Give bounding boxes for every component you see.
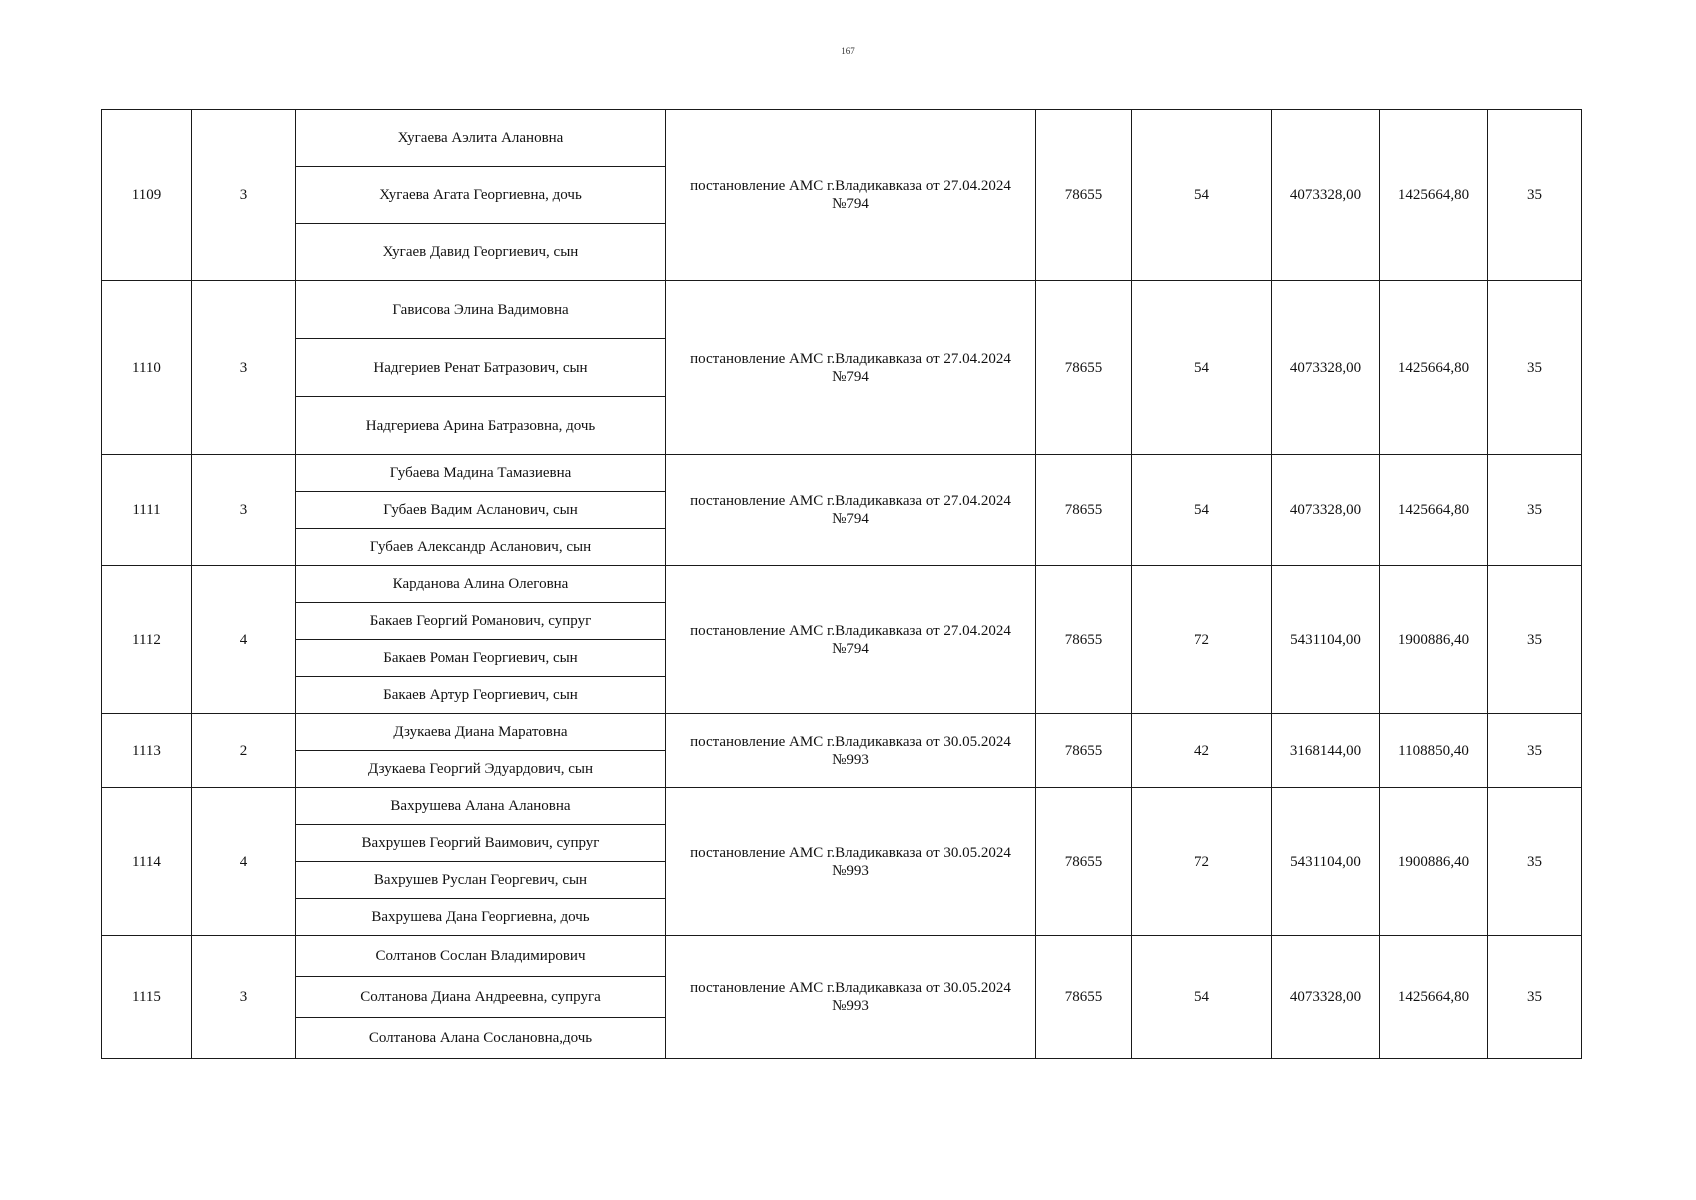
decree: постановление АМС г.Владикавказа от 30.05.2024 №993 — [666, 714, 1036, 788]
record-id: 1111 — [102, 455, 192, 566]
record-id: 1113 — [102, 714, 192, 788]
total-amount: 4073328,00 — [1272, 110, 1380, 281]
decree: постановление АМС г.Владикавказа от 30.05.2024 №993 — [666, 936, 1036, 1059]
area: 54 — [1132, 936, 1272, 1059]
family-member: Вахрушева Дана Георгиевна, дочь — [296, 899, 666, 936]
family-member: Хугаева Агата Георгиевна, дочь — [296, 167, 666, 224]
area: 54 — [1132, 281, 1272, 455]
family-member: Дзукаева Георгий Эдуардович, сын — [296, 751, 666, 788]
decree: постановление АМС г.Владикавказа от 27.04.2024 №794 — [666, 455, 1036, 566]
record-id: 1115 — [102, 936, 192, 1059]
page-number: 167 — [841, 46, 855, 56]
family-size: 4 — [192, 788, 296, 936]
family-size: 3 — [192, 110, 296, 281]
percent: 35 — [1488, 936, 1582, 1059]
family-member: Солтанова Диана Андреевна, супруга — [296, 977, 666, 1018]
family-member: Карданова Алина Олеговна — [296, 566, 666, 603]
family-member: Надгериева Арина Батразовна, дочь — [296, 397, 666, 455]
rate: 78655 — [1036, 455, 1132, 566]
family-member: Вахрушев Руслан Георгевич, сын — [296, 862, 666, 899]
family-member: Вахрушева Алана Алановна — [296, 788, 666, 825]
record-id: 1110 — [102, 281, 192, 455]
total-amount: 5431104,00 — [1272, 566, 1380, 714]
area: 54 — [1132, 455, 1272, 566]
record-id: 1114 — [102, 788, 192, 936]
percent: 35 — [1488, 788, 1582, 936]
family-member: Надгериев Ренат Батразович, сын — [296, 339, 666, 397]
decree: постановление АМС г.Владикавказа от 30.05.2024 №993 — [666, 788, 1036, 936]
family-size: 3 — [192, 455, 296, 566]
family-member: Хугаева Аэлита Алановна — [296, 110, 666, 167]
family-member: Солтанов Сослан Владимирович — [296, 936, 666, 977]
rate: 78655 — [1036, 281, 1132, 455]
record-id: 1112 — [102, 566, 192, 714]
family-member: Губаев Вадим Асланович, сын — [296, 492, 666, 529]
table-row — [102, 566, 1582, 603]
rate: 78655 — [1036, 788, 1132, 936]
family-member: Бакаев Роман Георгиевич, сын — [296, 640, 666, 677]
family-member: Бакаев Артур Георгиевич, сын — [296, 677, 666, 714]
subsidy-amount: 1900886,40 — [1380, 566, 1488, 714]
rate: 78655 — [1036, 110, 1132, 281]
family-member: Дзукаева Диана Маратовна — [296, 714, 666, 751]
table-row — [102, 455, 1582, 492]
area: 72 — [1132, 566, 1272, 714]
family-member: Бакаев Георгий Романович, супруг — [296, 603, 666, 640]
decree: постановление АМС г.Владикавказа от 27.04.2024 №794 — [666, 281, 1036, 455]
family-size: 4 — [192, 566, 296, 714]
percent: 35 — [1488, 110, 1582, 281]
rate: 78655 — [1036, 566, 1132, 714]
decree: постановление АМС г.Владикавказа от 27.04.2024 №794 — [666, 566, 1036, 714]
subsidy-amount: 1425664,80 — [1380, 281, 1488, 455]
total-amount: 4073328,00 — [1272, 281, 1380, 455]
family-member: Вахрушев Георгий Ваимович, супруг — [296, 825, 666, 862]
total-amount: 4073328,00 — [1272, 455, 1380, 566]
decree: постановление АМС г.Владикавказа от 27.04.2024 №794 — [666, 110, 1036, 281]
total-amount: 4073328,00 — [1272, 936, 1380, 1059]
total-amount: 5431104,00 — [1272, 788, 1380, 936]
record-id: 1109 — [102, 110, 192, 281]
family-size: 2 — [192, 714, 296, 788]
table-row — [102, 788, 1582, 825]
family-size: 3 — [192, 936, 296, 1059]
area: 54 — [1132, 110, 1272, 281]
rate: 78655 — [1036, 936, 1132, 1059]
subsidy-amount: 1425664,80 — [1380, 455, 1488, 566]
area: 72 — [1132, 788, 1272, 936]
percent: 35 — [1488, 566, 1582, 714]
table-row — [102, 714, 1582, 751]
family-member: Хугаев Давид Георгиевич, сын — [296, 224, 666, 281]
family-size: 3 — [192, 281, 296, 455]
family-member: Губаева Мадина Тамазиевна — [296, 455, 666, 492]
rate: 78655 — [1036, 714, 1132, 788]
table-row — [102, 281, 1582, 339]
table-row — [102, 936, 1582, 977]
family-member: Губаев Александр Асланович, сын — [296, 529, 666, 566]
subsidy-amount: 1425664,80 — [1380, 936, 1488, 1059]
percent: 35 — [1488, 455, 1582, 566]
area: 42 — [1132, 714, 1272, 788]
total-amount: 3168144,00 — [1272, 714, 1380, 788]
subsidy-amount: 1425664,80 — [1380, 110, 1488, 281]
percent: 35 — [1488, 281, 1582, 455]
subsidy-amount: 1108850,40 — [1380, 714, 1488, 788]
family-member: Гависова Элина Вадимовна — [296, 281, 666, 339]
percent: 35 — [1488, 714, 1582, 788]
family-member: Солтанова Алана Сослановна,дочь — [296, 1018, 666, 1059]
table-row — [102, 110, 1582, 167]
beneficiary-table — [101, 109, 1582, 1059]
subsidy-amount: 1900886,40 — [1380, 788, 1488, 936]
